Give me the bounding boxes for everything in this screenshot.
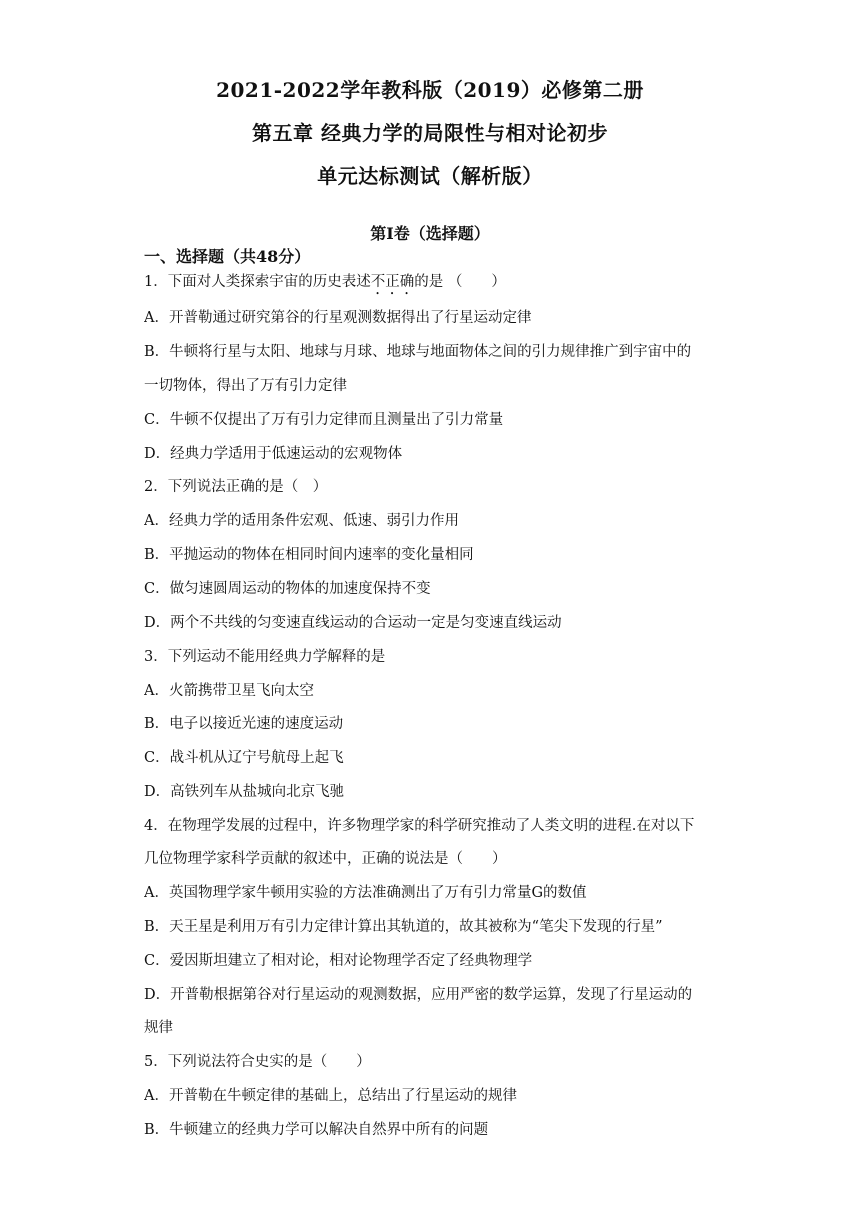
question-1-stem [144, 272, 724, 298]
question-1-stem-part: 的是 （ ） [414, 274, 506, 290]
doc-title-line3: 单元达标测试（解析版） [317, 164, 543, 188]
question-2-option-d: D．两个不共线的匀变速直线运动的合运动一定是匀变速直线运动 [144, 615, 562, 631]
question-5-option-b: B．牛顿建立的经典力学可以解决自然界中所有的问题 [144, 1122, 489, 1138]
question-2-option-c: C．做匀速圆周运动的物体的加速度保持不变 [144, 581, 431, 597]
question-2-stem: 2．下列说法正确的是（ ） [144, 479, 328, 495]
question-1-option-b-continued: 一切物体，得出了万有引力定律 [144, 378, 347, 394]
question-1-stem-part: 1．下面对人类探索宇宙的历史表述 [144, 274, 371, 290]
doc-title-line2: 第五章 经典力学的局限性与相对论初步 [252, 121, 608, 145]
question-3-option-b: B．电子以接近光速的速度运动 [144, 716, 344, 732]
question-1-option-b: B．牛顿将行星与太阳、地球与月球、地球与地面物体之间的引力规律推广到宇宙中的 [144, 344, 692, 360]
question-4-stem: 4．在物理学发展的过程中，许多物理学家的科学研究推动了人类文明的进程.在对以下 [144, 818, 695, 834]
volume-heading: 第Ⅰ卷（选择题） [370, 224, 490, 243]
question-5-option-a: A．开普勒在牛顿定律的基础上，总结出了行星运动的规律 [144, 1088, 517, 1104]
question-5-stem: 5．下列说法符合史实的是（ ） [144, 1054, 371, 1070]
doc-title-line1: 2021-2022学年教科版（2019）必修第二册 [216, 78, 644, 102]
question-4-option-b: B．天王星是利用万有引力定律计算出其轨道的，故其被称为“笔尖下发现的行星” [144, 919, 663, 935]
emphasis-text: 不正确 [370, 274, 415, 290]
question-4-option-a: A．英国物理学家牛顿用实验的方法准确测出了万有引力常量G的数值 [144, 885, 587, 901]
question-2-option-a: A．经典力学的适用条件宏观、低速、弱引力作用 [144, 513, 459, 529]
question-3-option-a: A．火箭携带卫星飞向太空 [144, 683, 314, 699]
question-4-option-d: D．开普勒根据第谷对行星运动的观测数据，应用严密的数学运算，发现了行星运动的 [144, 987, 693, 1003]
question-4-option-d-continued: 规律 [144, 1020, 173, 1036]
question-4-option-c: C．爱因斯坦建立了相对论，相对论物理学否定了经典物理学 [144, 953, 533, 969]
question-4-stem-continued: 几位物理学家科学贡献的叙述中，正确的说法是（ ） [144, 851, 507, 867]
question-3-option-d: D．高铁列车从盐城向北京飞驰 [144, 784, 345, 800]
question-1-option-d: D．经典力学适用于低速运动的宏观物体 [144, 446, 403, 462]
question-2-option-b: B．平抛运动的物体在相同时间内速率的变化量相同 [144, 547, 474, 563]
question-3-option-c: C．战斗机从辽宁号航母上起飞 [144, 750, 344, 766]
question-1-option-a: A．开普勒通过研究第谷的行星观测数据得出了行星运动定律 [144, 310, 532, 326]
question-1-option-c: C．牛顿不仅提出了万有引力定律而且测量出了引力常量 [144, 412, 504, 428]
section-heading: 一、选择题（共48分） [144, 247, 311, 266]
question-3-stem: 3．下列运动不能用经典力学解释的是 [144, 649, 386, 665]
